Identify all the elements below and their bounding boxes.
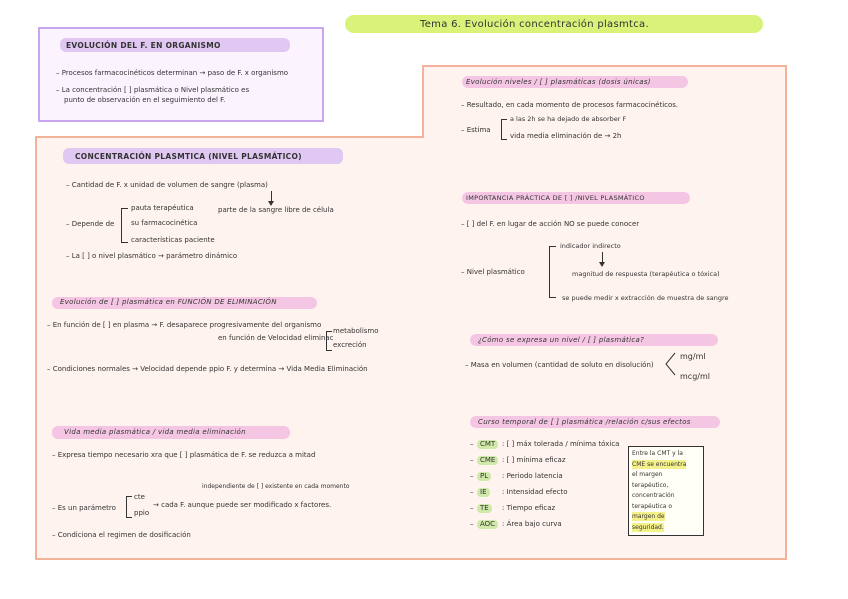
conc-line-1: – Cantidad de F. x unidad de volumen de sangre (plasma) [66, 181, 268, 189]
conc-dep-3: características paciente [131, 236, 215, 244]
vida-ppio: ppio [134, 509, 150, 517]
curso-note-line: Entre la CMT y la [632, 450, 683, 457]
curso-note-line: CME se encuentra [632, 460, 687, 468]
expr-angle-bracket [664, 352, 676, 376]
conc-line-2-right: parte de la sangre libre de célula [218, 206, 334, 214]
conc-heading: CONCENTRACIÓN PLASMTICA (NIVEL PLASMÁTICO) [75, 152, 302, 161]
organism-line-2b: punto de observación en el seguimiento del F. [64, 96, 226, 104]
expr-unit-2: mcg/ml [680, 372, 710, 381]
curso-item-dash: – [470, 440, 474, 448]
impo-brace [549, 246, 556, 298]
curso-item-tag: CMT [477, 440, 498, 449]
curso-item-text: : [ ] máx tolerada / mínima tóxica [502, 440, 620, 448]
organism-line-1: – Procesos farmacocinéticos determinan → paso de F. x organismo [56, 69, 289, 77]
curso-item-text: : Tiempo eficaz [502, 504, 556, 512]
niveles-estima-2: vida media eliminación de → 2h [510, 132, 622, 140]
vida-brace [126, 496, 132, 518]
curso-item-tag: CME [477, 456, 498, 465]
curso-item-tag: TE [477, 504, 492, 513]
curso-heading: Curso temporal de [ ] plasmática /relación c/sus efectos [478, 418, 691, 426]
curso-note-line: margen de [632, 513, 665, 520]
elim-metabolism: metabolismo [333, 327, 379, 335]
elim-line-2: – Condiciones normales → Velocidad depende ppio F. y determina → Vida Media Eliminación [47, 365, 368, 373]
vida-line-1b: independiente de [ ] existente en cada momento [202, 483, 350, 490]
curso-item-text: : Intensidad efecto [502, 488, 568, 496]
vida-heading: Vida media plasmática / vida media eliminación [64, 428, 246, 436]
curso-item-text: : Periodo latencia [502, 472, 563, 480]
impo-measure: se puede medir x extracción de muestra de sangre [562, 294, 729, 302]
page-title: Tema 6. Evolución concentración plasmtca. [420, 19, 649, 30]
impo-nivel: – Nivel plasmático [461, 268, 525, 276]
expr-heading: ¿Cómo se expresa un nivel / [ ] plasmática? [478, 336, 645, 344]
organism-line-2a: – La concentración [ ] plasmática o Nivel plasmático es [56, 86, 250, 94]
curso-item-dash: – [470, 456, 474, 464]
curso-item-text: : Área bajo curva [502, 520, 562, 528]
vida-line-1: – Expresa tiempo necesario xra que [ ] plasmática de F. se reduzca a mitad [52, 451, 316, 459]
impo-heading: IMPORTANCIA PRÁCTICA DE [ ] /NIVEL PLASMÁTICO [466, 194, 645, 202]
impo-arrow-head [599, 262, 605, 267]
vida-cte: cte [134, 493, 145, 501]
elim-heading: Evolución de [ ] plasmática en FUNCIÓN DE ELIMINACIÓN [60, 298, 277, 306]
curso-item-text: : [ ] mínima eficaz [502, 456, 566, 464]
conc-dep-2: su farmacocinética [131, 219, 198, 227]
niveles-brace [501, 119, 507, 140]
curso-item-tag: IE [477, 488, 490, 497]
impo-line-1: – [ ] del F. en lugar de acción NO se puede conocer [461, 220, 640, 228]
curso-note-line: terapéutica o [632, 502, 673, 510]
elim-excretion: excreción [333, 341, 367, 349]
conc-dep-1: pauta terapéutica [131, 204, 194, 212]
curso-item-tag: PL [477, 472, 491, 481]
conc-depende: – Depende de [66, 220, 115, 228]
expr-line-1: – Masa en volumen (cantidad de soluto en disolución) [465, 361, 654, 369]
conc-line-3: – La [ ] o nivel plasmático → parámetro dinámico [66, 252, 238, 260]
conc-brace [121, 208, 128, 243]
curso-note-line: seguridad. [632, 523, 664, 531]
elim-line-1: – En función de [ ] en plasma → F. desaparece progresivamente del organismo [47, 321, 322, 329]
vida-line-3: – Condiciona el regimen de dosificación [52, 531, 191, 539]
elim-line-1b: en función de Velocidad eliminac [218, 334, 334, 342]
expr-unit-1: mg/ml [680, 352, 706, 361]
impo-indicator: indicador indirecto [560, 242, 621, 250]
curso-note-line: concentración [632, 492, 675, 499]
impo-magnitude: magnitud de respuesta (terapéutica o tóxica) [572, 270, 720, 278]
niveles-estima-1: a las 2h se ha dejado de absorber F [510, 115, 627, 123]
niveles-line-1: – Resultado, en cada momento de procesos farmacocinéticos. [461, 101, 679, 109]
curso-item-tag: AOC [477, 520, 498, 529]
curso-note-line: terapéutico, [632, 481, 669, 489]
curso-item-dash: – [470, 472, 474, 480]
vida-param-right: → cada F. aunque puede ser modificado x factores. [153, 501, 332, 509]
curso-item-dash: – [470, 504, 474, 512]
elim-brace [326, 331, 332, 351]
niveles-heading: Evolución niveles / [ ] plasmáticas (dosis únicas) [466, 78, 651, 86]
curso-item-dash: – [470, 488, 474, 496]
curso-note-line: el margen [632, 471, 663, 478]
organism-heading: EVOLUCIÓN DEL F. EN ORGANISMO [66, 41, 221, 50]
niveles-estima: – Estima [461, 126, 491, 134]
vida-param: – Es un parámetro [52, 504, 116, 512]
curso-item-dash: – [470, 520, 474, 528]
